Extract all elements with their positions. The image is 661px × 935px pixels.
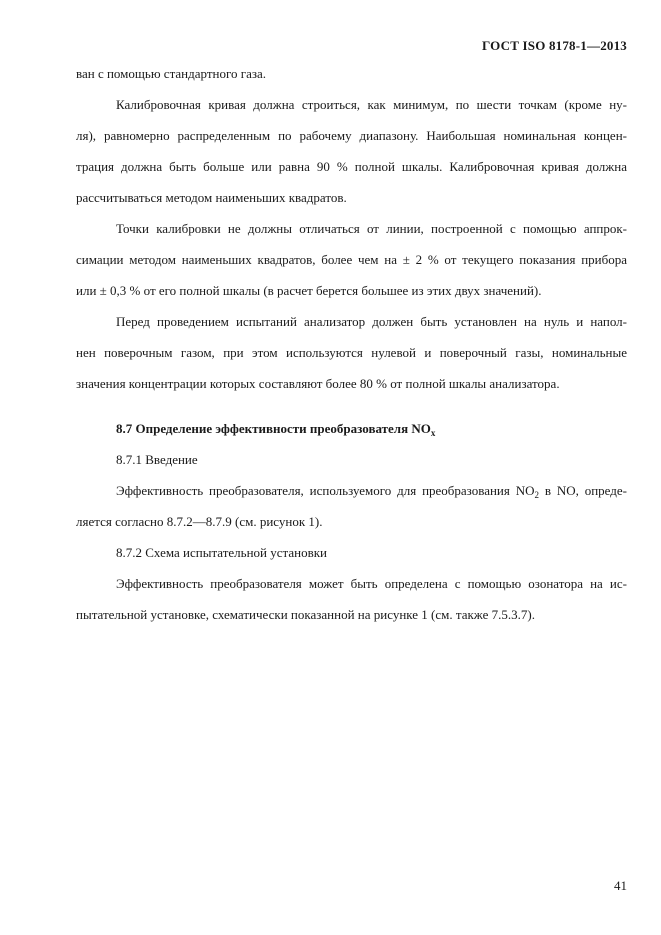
text-line: Точки калибровки не должны отличаться от линии, построенной с помощью аппрок- xyxy=(116,221,627,236)
paragraph-analyzer-setup xyxy=(76,306,627,399)
page-number: 41 xyxy=(614,878,627,893)
text-line: ляется согласно 8.7.2—8.7.9 (см. рисунок 1). xyxy=(76,514,323,529)
subscript: 2 xyxy=(534,490,539,500)
text-line: значения концентрации которых составляют более 80 % от полной шкалы анализатора. xyxy=(76,376,560,391)
subsection-heading-8-7-2: 8.7.2 Схема испытательной установки xyxy=(116,545,327,560)
section-heading-text: 8.7 Определение эффективности преобразователя NO xyxy=(116,421,431,436)
section-heading-8-7 xyxy=(76,413,627,444)
text-fragment: в NO, опреде- xyxy=(539,483,627,498)
page-body xyxy=(76,58,627,630)
paragraph-ozonator xyxy=(76,568,627,630)
text-line: Эффективность преобразователя может быть определена с помощью озонатора на ис- xyxy=(116,576,627,591)
subsection-heading-8-7-1: 8.7.1 Введение xyxy=(116,452,198,467)
text-line: трация должна быть больше или равна 90 % полной шкалы. Калибровочная кривая должна xyxy=(76,159,627,174)
text-line: нен поверочным газом, при этом используются нулевой и поверочный газы, номинальные xyxy=(76,345,627,360)
section-heading-subscript: x xyxy=(430,428,436,438)
text-line: Перед проведением испытаний анализатор должен быть установлен на нуль и напол- xyxy=(116,314,627,329)
text-line: или ± 0,3 % от его полной шкалы (в расчет берется большее из этих двух значений). xyxy=(76,283,542,298)
text-line: симации методом наименьших квадратов, более чем на ± 2 % от текущего показания прибора xyxy=(76,252,627,267)
paragraph-calibration-curve xyxy=(76,89,627,213)
paragraph-continuation xyxy=(76,58,627,89)
text-line: пытательной установке, схематически показанной на рисунке 1 (см. также 7.5.3.7). xyxy=(76,607,535,622)
document-header: ГОСТ ISO 8178-1—2013 xyxy=(481,38,627,53)
paragraph-converter-efficiency xyxy=(76,475,627,537)
text-fragment: Эффективность преобразователя, используемого для преобразования NO xyxy=(116,483,535,498)
text-line: ван с помощью стандартного газа. xyxy=(76,66,267,81)
text-line: рассчитываться методом наименьших квадратов. xyxy=(76,190,347,205)
text-line: ля), равномерно распределенным по рабочему диапазону. Наибольшая номинальная концен- xyxy=(76,128,627,143)
text-line: Калибровочная кривая должна строиться, как минимум, по шести точкам (кроме ну- xyxy=(116,97,627,112)
paragraph-calibration-points xyxy=(76,213,627,306)
text-line xyxy=(76,475,627,506)
